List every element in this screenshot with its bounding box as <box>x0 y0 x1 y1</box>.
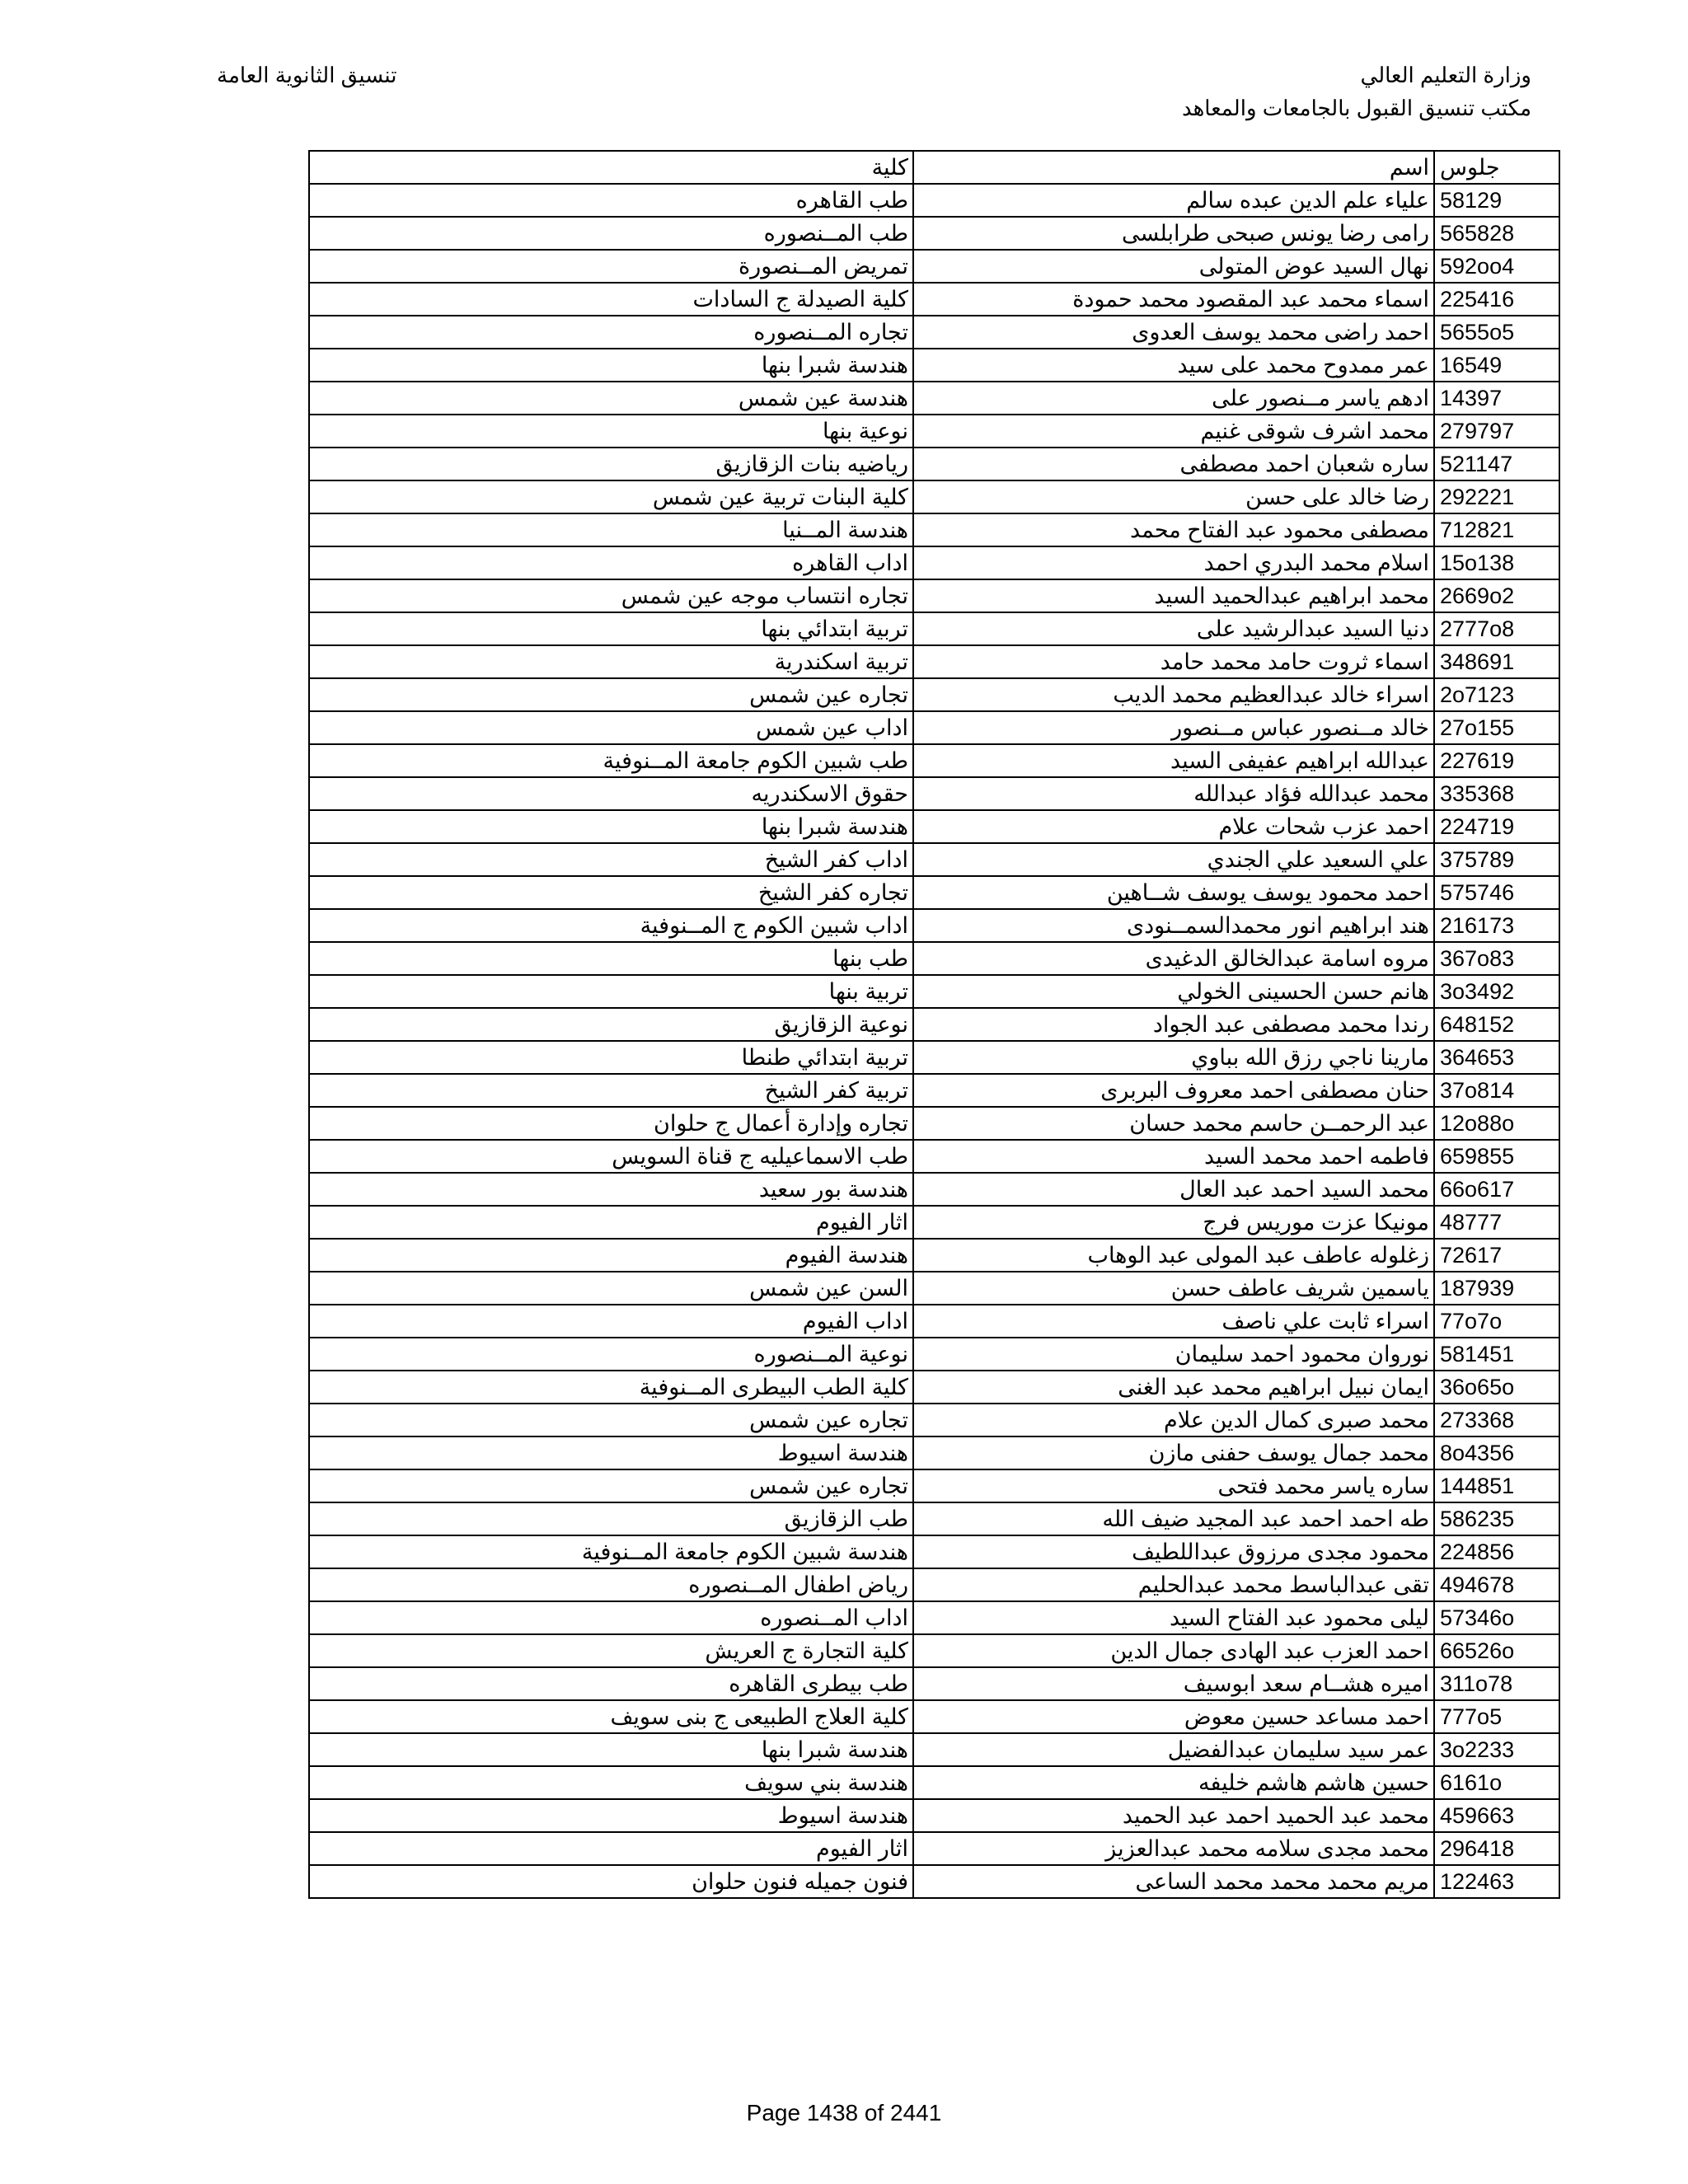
student-name-cell: ليلى محمود عبد الفتاح السيد <box>913 1601 1434 1634</box>
seat-number-cell: 586235 <box>1434 1502 1559 1535</box>
seat-number-cell: 375789 <box>1434 843 1559 876</box>
faculty-cell: اداب كفر الشيخ <box>309 843 913 876</box>
faculty-cell: تربية بنها <box>309 975 913 1008</box>
table-row <box>309 645 1559 678</box>
table-row <box>309 1140 1559 1173</box>
faculty-cell: هندسة شبرا بنها <box>309 810 913 843</box>
table-row <box>309 1272 1559 1305</box>
seat-number-cell: 8o4356 <box>1434 1436 1559 1469</box>
seat-number-cell: 565828 <box>1434 217 1559 250</box>
faculty-cell: اداب شبين الكوم ج المــنوفية <box>309 909 913 942</box>
faculty-cell: اداب المــنصوره <box>309 1601 913 1634</box>
seat-number-cell: 648152 <box>1434 1008 1559 1041</box>
faculty-cell: هندسة الفيوم <box>309 1239 913 1272</box>
faculty-cell: كلية الطب البيطرى المــنوفية <box>309 1371 913 1404</box>
student-name-cell: عبد الرحمــن حاسم محمد حسان <box>913 1107 1434 1140</box>
table-row <box>309 1568 1559 1601</box>
seat-number-cell: 367o83 <box>1434 942 1559 975</box>
table-row <box>309 777 1559 810</box>
table-row <box>309 678 1559 711</box>
table-row <box>309 1371 1559 1404</box>
faculty-cell: تجاره عين شمس <box>309 678 913 711</box>
student-name-cell: طه احمد احمد عبد المجيد ضيف الله <box>913 1502 1434 1535</box>
student-name-cell: احمد العزب عبد الهادى جمال الدين <box>913 1634 1434 1667</box>
table-row <box>309 513 1559 546</box>
faculty-cell: تربية اسكندرية <box>309 645 913 678</box>
student-name-cell: هند ابراهيم انور محمدالسمــنودى <box>913 909 1434 942</box>
student-name-cell: اسلام محمد البدري احمد <box>913 546 1434 579</box>
seat-number-cell: 273368 <box>1434 1404 1559 1436</box>
student-name-cell: مونيكا عزت موريس فرج <box>913 1206 1434 1239</box>
faculty-cell: كلية البنات تربية عين شمس <box>309 480 913 513</box>
student-name-cell: احمد محمود يوسف يوسف شــاهين <box>913 876 1434 909</box>
faculty-cell: تجاره المــنصوره <box>309 316 913 349</box>
student-name-cell: ساره ياسر محمد فتحى <box>913 1469 1434 1502</box>
student-name-cell: محمد عبد الحميد احمد عبد الحميد <box>913 1799 1434 1832</box>
seat-number-cell: 48777 <box>1434 1206 1559 1239</box>
faculty-cell: حقوق الاسكندريه <box>309 777 913 810</box>
faculty-cell: طب بنها <box>309 942 913 975</box>
faculty-cell: هندسة اسيوط <box>309 1436 913 1469</box>
seat-number-cell: 12o88o <box>1434 1107 1559 1140</box>
student-name-cell: محمد مجدى سلامه محمد عبدالعزيز <box>913 1832 1434 1865</box>
seat-number-cell: 77o7o <box>1434 1305 1559 1338</box>
page-number: Page 1438 of 2441 <box>746 2100 942 2125</box>
faculty-cell: تجاره عين شمس <box>309 1469 913 1502</box>
seat-number-cell: 224719 <box>1434 810 1559 843</box>
table-row <box>309 250 1559 283</box>
faculty-cell: هندسة بني سويف <box>309 1766 913 1799</box>
table-row <box>309 316 1559 349</box>
student-name-cell: خالد مــنصور عباس مــنصور <box>913 711 1434 744</box>
faculty-cell: كلية الصيدلة ج السادات <box>309 283 913 316</box>
faculty-cell: رياض اطفال المــنصوره <box>309 1568 913 1601</box>
student-name-cell: نوروان محمود احمد سليمان <box>913 1338 1434 1371</box>
faculty-cell: كلية التجارة ج العريش <box>309 1634 913 1667</box>
faculty-cell: طب الاسماعيليه ج قناة السويس <box>309 1140 913 1173</box>
seat-number-cell: 58129 <box>1434 184 1559 217</box>
seat-number-cell: 335368 <box>1434 777 1559 810</box>
table-row <box>309 1041 1559 1074</box>
table-header-row <box>309 151 1559 184</box>
faculty-cell: اداب عين شمس <box>309 711 913 744</box>
student-name-cell: احمد عزب شحات علام <box>913 810 1434 843</box>
table-row <box>309 744 1559 777</box>
table-row <box>309 1173 1559 1206</box>
student-name-cell: مارينا ناجي رزق الله بباوي <box>913 1041 1434 1074</box>
seat-number-cell: 122463 <box>1434 1865 1559 1898</box>
faculty-cell: هندسة عين شمس <box>309 382 913 415</box>
table-row <box>309 612 1559 645</box>
table-row <box>309 1074 1559 1107</box>
table-row <box>309 546 1559 579</box>
student-name-cell: ياسمين شريف عاطف حسن <box>913 1272 1434 1305</box>
student-name-cell: محمد صبرى كمال الدين علام <box>913 1404 1434 1436</box>
seat-number-cell: 36o65o <box>1434 1371 1559 1404</box>
table-row <box>309 1469 1559 1502</box>
faculty-cell: تمريض المــنصورة <box>309 250 913 283</box>
table-row <box>309 1799 1559 1832</box>
student-name-cell: اسماء محمد عبد المقصود محمد حمودة <box>913 283 1434 316</box>
seat-number-cell: 364653 <box>1434 1041 1559 1074</box>
table-row <box>309 184 1559 217</box>
seat-number-cell: 216173 <box>1434 909 1559 942</box>
table-row <box>309 1404 1559 1436</box>
seat-number-cell: 2669o2 <box>1434 579 1559 612</box>
faculty-cell: طب بيطرى القاهره <box>309 1667 913 1700</box>
faculty-cell: فنون جميله فنون حلوان <box>309 1865 913 1898</box>
table-row <box>309 1008 1559 1041</box>
student-name-cell: عمر ممدوح محمد على سيد <box>913 349 1434 382</box>
faculty-cell: تربية كفر الشيخ <box>309 1074 913 1107</box>
seat-number-cell: 5655o5 <box>1434 316 1559 349</box>
table-row <box>309 1832 1559 1865</box>
seat-number-cell: 311o78 <box>1434 1667 1559 1700</box>
student-name-cell: فاطمه احمد محمد السيد <box>913 1140 1434 1173</box>
faculty-cell: هندسة المــنيا <box>309 513 913 546</box>
table-row <box>309 283 1559 316</box>
seat-number-cell: 37o814 <box>1434 1074 1559 1107</box>
seat-number-cell: 227619 <box>1434 744 1559 777</box>
student-name-cell: علياء علم الدين عبده سالم <box>913 184 1434 217</box>
student-name-cell: نهال السيد عوض المتولى <box>913 250 1434 283</box>
ministry-title: وزارة التعليم العالي <box>1360 63 1531 87</box>
faculty-cell: نوعية المــنصوره <box>309 1338 913 1371</box>
seat-number-cell: 57346o <box>1434 1601 1559 1634</box>
student-name-cell: تقى عبدالباسط محمد عبدالحليم <box>913 1568 1434 1601</box>
student-name-cell: احمد راضى محمد يوسف العدوى <box>913 316 1434 349</box>
coordination-title: تنسيق الثانوية العامة <box>217 63 397 87</box>
faculty-cell: تربية ابتدائي بنها <box>309 612 913 645</box>
student-name-cell: ايمان نبيل ابراهيم محمد عبد الغنى <box>913 1371 1434 1404</box>
table-row <box>309 1733 1559 1766</box>
table-row <box>309 1436 1559 1469</box>
student-name-cell: محمد السيد احمد عبد العال <box>913 1173 1434 1206</box>
faculty-cell: طب المــنصوره <box>309 217 913 250</box>
faculty-cell: اثار الفيوم <box>309 1206 913 1239</box>
table-row <box>309 448 1559 480</box>
student-name-cell: حسين هاشم هاشم خليفه <box>913 1766 1434 1799</box>
student-name-cell: احمد مساعد حسين معوض <box>913 1700 1434 1733</box>
student-name-cell: رندا محمد مصطفى عبد الجواد <box>913 1008 1434 1041</box>
seat-number-cell: 14397 <box>1434 382 1559 415</box>
student-name-cell: محمد اشرف شوقى غنيم <box>913 415 1434 448</box>
table-row <box>309 217 1559 250</box>
faculty-cell: تجاره عين شمس <box>309 1404 913 1436</box>
student-name-cell: مصطفى محمود عبد الفتاح محمد <box>913 513 1434 546</box>
faculty-cell: هندسة شبرا بنها <box>309 1733 913 1766</box>
table-row <box>309 382 1559 415</box>
table-row <box>309 1766 1559 1799</box>
faculty-cell: هندسة بور سعيد <box>309 1173 913 1206</box>
student-name-cell: اسماء ثروت حامد محمد حامد <box>913 645 1434 678</box>
student-name-cell: محمد جمال يوسف حفنى مازن <box>913 1436 1434 1469</box>
faculty-cell: السن عين شمس <box>309 1272 913 1305</box>
table-row <box>309 975 1559 1008</box>
table-row <box>309 1502 1559 1535</box>
seat-number-cell: 2o7123 <box>1434 678 1559 711</box>
faculty-cell: هندسة اسيوط <box>309 1799 913 1832</box>
seat-number-cell: 66526o <box>1434 1634 1559 1667</box>
faculty-cell: اداب الفيوم <box>309 1305 913 1338</box>
office-title: مكتب تنسيق القبول بالجامعات والمعاهد <box>1181 96 1531 120</box>
faculty-cell: هندسة شبين الكوم جامعة المــنوفية <box>309 1535 913 1568</box>
student-name-cell: محمد عبدالله فؤاد عبدالله <box>913 777 1434 810</box>
table-row <box>309 711 1559 744</box>
faculty-cell: اداب القاهره <box>309 546 913 579</box>
student-name-cell: مروه اسامة عبدالخالق الدغيدى <box>913 942 1434 975</box>
table-row <box>309 1634 1559 1667</box>
seat-number-cell: 16549 <box>1434 349 1559 382</box>
seat-number-cell: 581451 <box>1434 1338 1559 1371</box>
student-name-cell: اميره هشــام سعد ابوسيف <box>913 1667 1434 1700</box>
table-row <box>309 415 1559 448</box>
seat-number-cell: 225416 <box>1434 283 1559 316</box>
seat-number-cell: 144851 <box>1434 1469 1559 1502</box>
seat-number-cell: 72617 <box>1434 1239 1559 1272</box>
table-row <box>309 942 1559 975</box>
seat-number-cell: 187939 <box>1434 1272 1559 1305</box>
student-name-cell: مريم محمد محمد محمد الساعى <box>913 1865 1434 1898</box>
column-header-seat: جلوس <box>1434 151 1559 184</box>
faculty-cell: هندسة شبرا بنها <box>309 349 913 382</box>
student-name-cell: عبدالله ابراهيم عفيفى السيد <box>913 744 1434 777</box>
student-name-cell: زغلوله عاطف عبد المولى عبد الوهاب <box>913 1239 1434 1272</box>
seat-number-cell: 292221 <box>1434 480 1559 513</box>
faculty-cell: طب شبين الكوم جامعة المــنوفية <box>309 744 913 777</box>
seat-number-cell: 15o138 <box>1434 546 1559 579</box>
faculty-cell: نوعية بنها <box>309 415 913 448</box>
seat-number-cell: 224856 <box>1434 1535 1559 1568</box>
seat-number-cell: 3o2233 <box>1434 1733 1559 1766</box>
faculty-cell: تربية ابتدائي طنطا <box>309 1041 913 1074</box>
faculty-cell: تجاره كفر الشيخ <box>309 876 913 909</box>
table-row <box>309 843 1559 876</box>
table-row <box>309 480 1559 513</box>
table-row <box>309 1601 1559 1634</box>
student-name-cell: عمر سيد سليمان عبدالفضيل <box>913 1733 1434 1766</box>
student-name-cell: هانم حسن الحسينى الخولي <box>913 975 1434 1008</box>
faculty-cell: تجاره وإدارة أعمال ج حلوان <box>309 1107 913 1140</box>
student-name-cell: اسراء ثابت علي ناصف <box>913 1305 1434 1338</box>
seat-number-cell: 296418 <box>1434 1832 1559 1865</box>
seat-number-cell: 712821 <box>1434 513 1559 546</box>
student-name-cell: محمود مجدى مرزوق عبداللطيف <box>913 1535 1434 1568</box>
faculty-cell: طب الزقازيق <box>309 1502 913 1535</box>
table-row <box>309 1865 1559 1898</box>
faculty-cell: رياضيه بنات الزقازيق <box>309 448 913 480</box>
table-row <box>309 1107 1559 1140</box>
student-name-cell: علي السعيد علي الجندي <box>913 843 1434 876</box>
column-header-faculty: كلية <box>309 151 913 184</box>
table-row <box>309 1535 1559 1568</box>
seat-number-cell: 459663 <box>1434 1799 1559 1832</box>
seat-number-cell: 279797 <box>1434 415 1559 448</box>
student-name-cell: رضا خالد على حسن <box>913 480 1434 513</box>
seat-number-cell: 575746 <box>1434 876 1559 909</box>
faculty-cell: كلية العلاج الطبيعى ج بنى سويف <box>309 1700 913 1733</box>
table-row <box>309 1667 1559 1700</box>
results-table <box>308 150 1560 1899</box>
student-name-cell: ساره شعبان احمد مصطفى <box>913 448 1434 480</box>
table-row <box>309 876 1559 909</box>
student-name-cell: ادهم ياسر مــنصور على <box>913 382 1434 415</box>
student-name-cell: رامى رضا يونس صبحى طرابلسى <box>913 217 1434 250</box>
student-name-cell: دنيا السيد عبدالرشيد على <box>913 612 1434 645</box>
table-row <box>309 1206 1559 1239</box>
seat-number-cell: 348691 <box>1434 645 1559 678</box>
table-row <box>309 1239 1559 1272</box>
seat-number-cell: 659855 <box>1434 1140 1559 1173</box>
seat-number-cell: 27o155 <box>1434 711 1559 744</box>
student-name-cell: اسراء خالد عبدالعظيم محمد الديب <box>913 678 1434 711</box>
table-row <box>309 909 1559 942</box>
seat-number-cell: 66o617 <box>1434 1173 1559 1206</box>
seat-number-cell: 521147 <box>1434 448 1559 480</box>
table-row <box>309 810 1559 843</box>
seat-number-cell: 777o5 <box>1434 1700 1559 1733</box>
table-row <box>309 1700 1559 1733</box>
table-row <box>309 1338 1559 1371</box>
table-row <box>309 1305 1559 1338</box>
faculty-cell: تجاره انتساب موجه عين شمس <box>309 579 913 612</box>
faculty-cell: نوعية الزقازيق <box>309 1008 913 1041</box>
seat-number-cell: 494678 <box>1434 1568 1559 1601</box>
seat-number-cell: 592oo4 <box>1434 250 1559 283</box>
table-row <box>309 349 1559 382</box>
table-row <box>309 579 1559 612</box>
student-name-cell: حنان مصطفى احمد معروف البربرى <box>913 1074 1434 1107</box>
faculty-cell: طب القاهره <box>309 184 913 217</box>
faculty-cell: اثار الفيوم <box>309 1832 913 1865</box>
seat-number-cell: 6161o <box>1434 1766 1559 1799</box>
student-name-cell: محمد ابراهيم عبدالحميد السيد <box>913 579 1434 612</box>
seat-number-cell: 2777o8 <box>1434 612 1559 645</box>
column-header-name: اسم <box>913 151 1434 184</box>
seat-number-cell: 3o3492 <box>1434 975 1559 1008</box>
